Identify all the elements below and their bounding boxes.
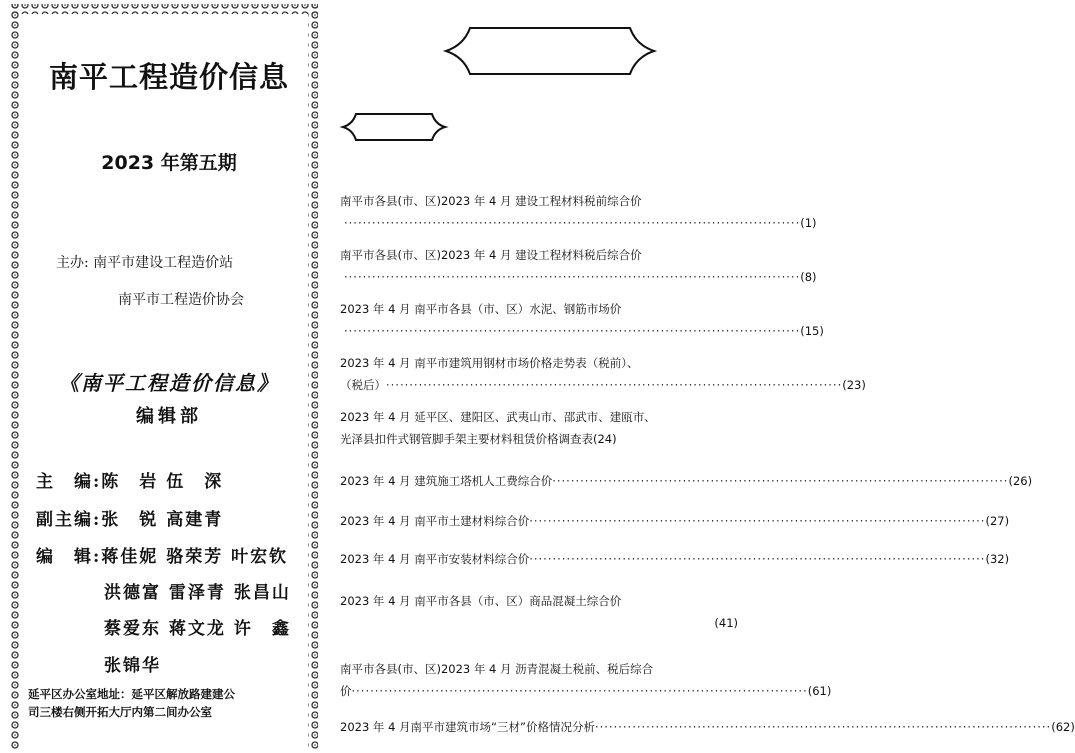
toc-page: (26) [1008,474,1033,488]
sponsor-line-1 [56,252,233,272]
sponsor-1: 南平市建设工程造价站 [93,255,234,271]
toc-entry[interactable] [340,548,1010,570]
toc-entry[interactable] [340,352,866,396]
staff-row-editors-2: 洪德富 雷泽青 张昌山 [104,583,291,603]
toc-entry[interactable] [340,298,824,342]
toc-title-cont: （税后） [340,378,386,392]
toc-title: 南平市各县(市、区)2023 年 4 月 沥青混凝土税前、税后综合 [340,662,654,676]
toc-page: (15) [800,324,824,338]
toc-title: 2023 年 4 月 南平市各县（市、区）商品混凝土综合价 [340,594,622,608]
address-line-1: 延平区办公室地址：延平区解放路建建公 [28,687,235,701]
staff-role: 副主编: [36,510,102,530]
toc-page: (62) [1051,720,1075,734]
toc-leader-dots: ·································································································· [529,552,986,566]
toc-leader-dots: ·································································································· [529,514,986,528]
staff-role: 编 辑: [36,547,102,567]
toc-entry[interactable] [340,590,738,634]
toc-page: (23) [842,378,866,392]
toc-title: 2023 年 4 月 南平市安装材料综合价 [340,552,530,566]
toc-leader-dots: ·································································································· [552,474,1009,488]
toc-entry[interactable] [340,190,817,234]
toc-leader-dots: ·································································································· [344,216,801,230]
staff-row-deputy-editor [36,505,223,530]
toc-leader-dots: ·································································································· [386,378,843,392]
toc-page: (1) [800,216,817,230]
staff-names: 张 锐 高建青 [101,510,224,530]
sponsor-line-2: 南平市工程造价协会 [118,292,244,308]
toc-title: 南平市各县(市、区)2023 年 4 月 建设工程材料税前综合价 [340,194,642,208]
editorial-title: 《南平工程造价信息》 [59,371,279,395]
toc-entry[interactable] [340,244,817,288]
cover-panel [0,0,328,753]
magazine-title: 南平工程造价信息 [48,60,289,94]
editorial-department: 编辑部 [136,406,202,427]
toc-title-cont: 价 [340,684,352,698]
toc-title: 2023 年 4 月 南平市建筑用钢材市场价格走势表（税前）、 [340,356,639,370]
toc-title-cont: 光泽县扣件式钢管脚手架主要材料租赁价格调查表 [340,432,593,446]
staff-row-editors-4: 张锦华 [104,656,161,676]
staff-row-chief-editor [36,467,223,492]
toc-page: (8) [800,270,817,284]
staff-role: 主 编: [36,472,102,492]
toc-page: (32) [985,552,1010,566]
toc-entry[interactable] [340,406,738,450]
banner-ornament-large [440,20,660,82]
office-address [28,685,318,721]
staff-names: 陈 岩 伍 深 [101,472,224,492]
toc-page: (24) [593,432,617,446]
toc-title: 2023 年 4 月 南平市土建材料综合价 [340,514,530,528]
toc-leader-dots: ·································································································· [344,324,801,338]
toc-title: 2023 年 4 月 建筑施工塔机人工费综合价 [340,474,553,488]
sponsor-label: 主办: [56,255,89,271]
banner-ornament-small [340,110,448,144]
toc-title: 2023 年 4 月南平市建筑市场“三材”价格情况分析 [340,720,595,734]
toc-page: (41) [714,616,738,630]
toc-leader-dots: ·································································································· [344,270,801,284]
toc-entry[interactable] [340,470,1033,492]
toc-page: (27) [985,514,1010,528]
toc-leader-dots: ·································································································· [351,684,808,698]
staff-row-editors [36,542,288,567]
toc-page: (61) [807,684,832,698]
toc-title: 2023 年 4 月 南平市各县（市、区）水泥、钢筋市场价 [340,302,622,316]
toc-entry[interactable] [340,510,1010,532]
issue-number: 2023 年第五期 [101,152,237,174]
toc-entry[interactable] [340,658,832,702]
staff-row-editors-3: 蔡爱东 蒋文龙 许 鑫 [104,619,291,639]
address-line-2: 司三楼右侧开拓大厅内第二间办公室 [28,705,212,719]
toc-entry[interactable] [340,716,1075,738]
toc-leader-dots: ·································································································· [594,720,1052,734]
toc-title: 2023 年 4 月 延平区、建阳区、武夷山市、邵武市、建瓯市、 [340,410,656,424]
staff-names: 蒋佳妮 骆荣芳 叶宏钦 [101,547,289,567]
toc-title: 南平市各县(市、区)2023 年 4 月 建设工程材料税后综合价 [340,248,642,262]
